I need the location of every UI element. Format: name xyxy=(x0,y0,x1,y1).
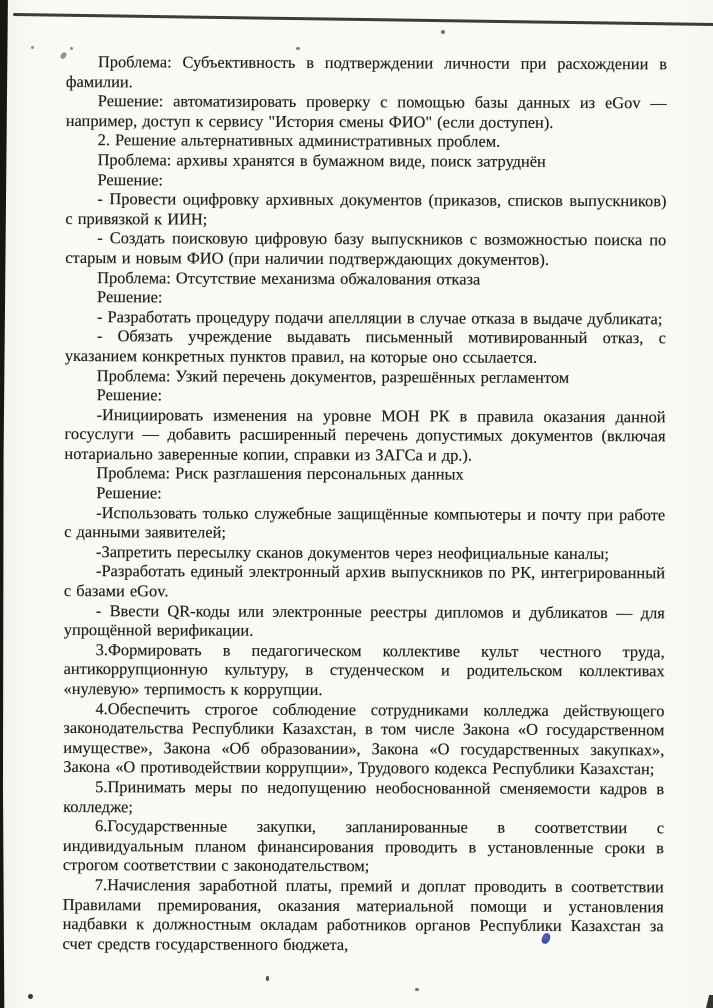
ink-speck xyxy=(266,976,269,981)
ink-speck xyxy=(28,994,33,999)
paragraph: 7.Начисления заработной платы, премий и доплат проводить в соответствии Правилами премирования, оказания материальной помощи и установления надбавки к должностным окладам работников органов Республики Казахстан за счет средств государственного бюджета, xyxy=(62,875,664,954)
ink-speck xyxy=(70,47,73,50)
scan-bottom-right-corner-mark xyxy=(706,995,713,1008)
paragraph: Решение: xyxy=(97,169,164,189)
paragraph: Решение: автоматизировать проверку с помощью базы данных из eGov — например, доступ к сервису "История смены ФИО" (если доступен). xyxy=(65,91,667,132)
paragraph: 4.Обеспечить строгое соблюдение сотрудниками колледжа действующего законодательства Республики Казахстан, в том числе Закона «О государственном имуществе», Закона «Об образовании», Закона «О государственных закупках», Закона «О противодействии коррупции», Трудового кодекса Республики Казахстан; xyxy=(63,698,665,779)
paragraph: Проблема: Узкий перечень документов, разрешённых регламентом xyxy=(96,365,570,387)
paragraph: -Использовать только служебные защищённые компьютеры и почту при работе с данными заявителей; xyxy=(64,502,666,542)
paragraph: - Провести оцифровку архивных документов (приказов, списков выпускников) с привязкой к ИИН; xyxy=(65,189,667,229)
paragraph: Проблема: Отсутствие механизма обжалования отказа xyxy=(97,267,481,289)
paragraph: Решение: xyxy=(96,385,163,405)
paragraph: Решение: xyxy=(97,287,163,307)
paragraph: 5.Принимать меры по недопущению необоснованной сменяемости кадров в колледже; xyxy=(63,777,665,816)
paragraph: -Разработать единый электронный архив выпускников по РК, интегрированный с базами eGov. xyxy=(63,561,666,601)
paragraph: Проблема: Риск разглашения персональных данных xyxy=(96,463,464,484)
ink-speck xyxy=(296,47,300,50)
ink-speck xyxy=(31,46,34,49)
paragraph: - Обязать учреждение выдавать письменный мотивированный отказ, с указанием конкретных пунктов правил, на которые оно ссылается. xyxy=(64,326,666,367)
scan-top-edge-line xyxy=(13,13,713,26)
scan-left-edge-bar xyxy=(0,0,9,1008)
paragraph: -Инициировать изменения на уровне МОН РК в правила оказания данной госуслуги — добавить расширенный перечень допустимых документов (включая нотариально заверенные копии, справки из ЗАГСа и др.). xyxy=(64,404,666,465)
paragraph: Проблема: Субъективность в подтверждении личности при расхождении в фамилии. xyxy=(65,52,667,91)
paragraph: 3.Формировать в педагогическом коллективе культ честного труда, антикоррупционную культуру, в студенческом и родительском коллективах «нулевую» терпимость к коррупции. xyxy=(63,639,665,699)
paragraph: 6.Государственные закупки, запланированные в соответствии с индивидуальным планом финансирования проводить в установленные сроки в строгом соответствии с законодательством; xyxy=(62,816,665,876)
paragraph: - Создать поисковую цифровую базу выпускников с возможностью поиска по старым и новым ФИО (при наличии подтверждающих документов). xyxy=(65,228,667,269)
document-text-block xyxy=(63,52,667,956)
paragraph: Решение: xyxy=(96,483,162,503)
paragraph: Проблема: архивы хранятся в бумажном виде, поиск затруднён xyxy=(97,150,546,171)
paragraph: -Запретить пересылку сканов документов через неофициальные каналы; xyxy=(96,541,609,563)
paragraph: - Разработать процедуру подачи апелляции в случае отказа в выдаче дубликата; xyxy=(96,306,663,329)
paragraph: - Ввести QR-коды или электронные реестры дипломов и дубликатов — для упрощённой верификации. xyxy=(63,600,665,640)
ink-speck xyxy=(415,988,419,991)
paragraph: 2. Решение альтернативных административных проблем. xyxy=(97,130,501,152)
ink-speck xyxy=(441,30,445,34)
